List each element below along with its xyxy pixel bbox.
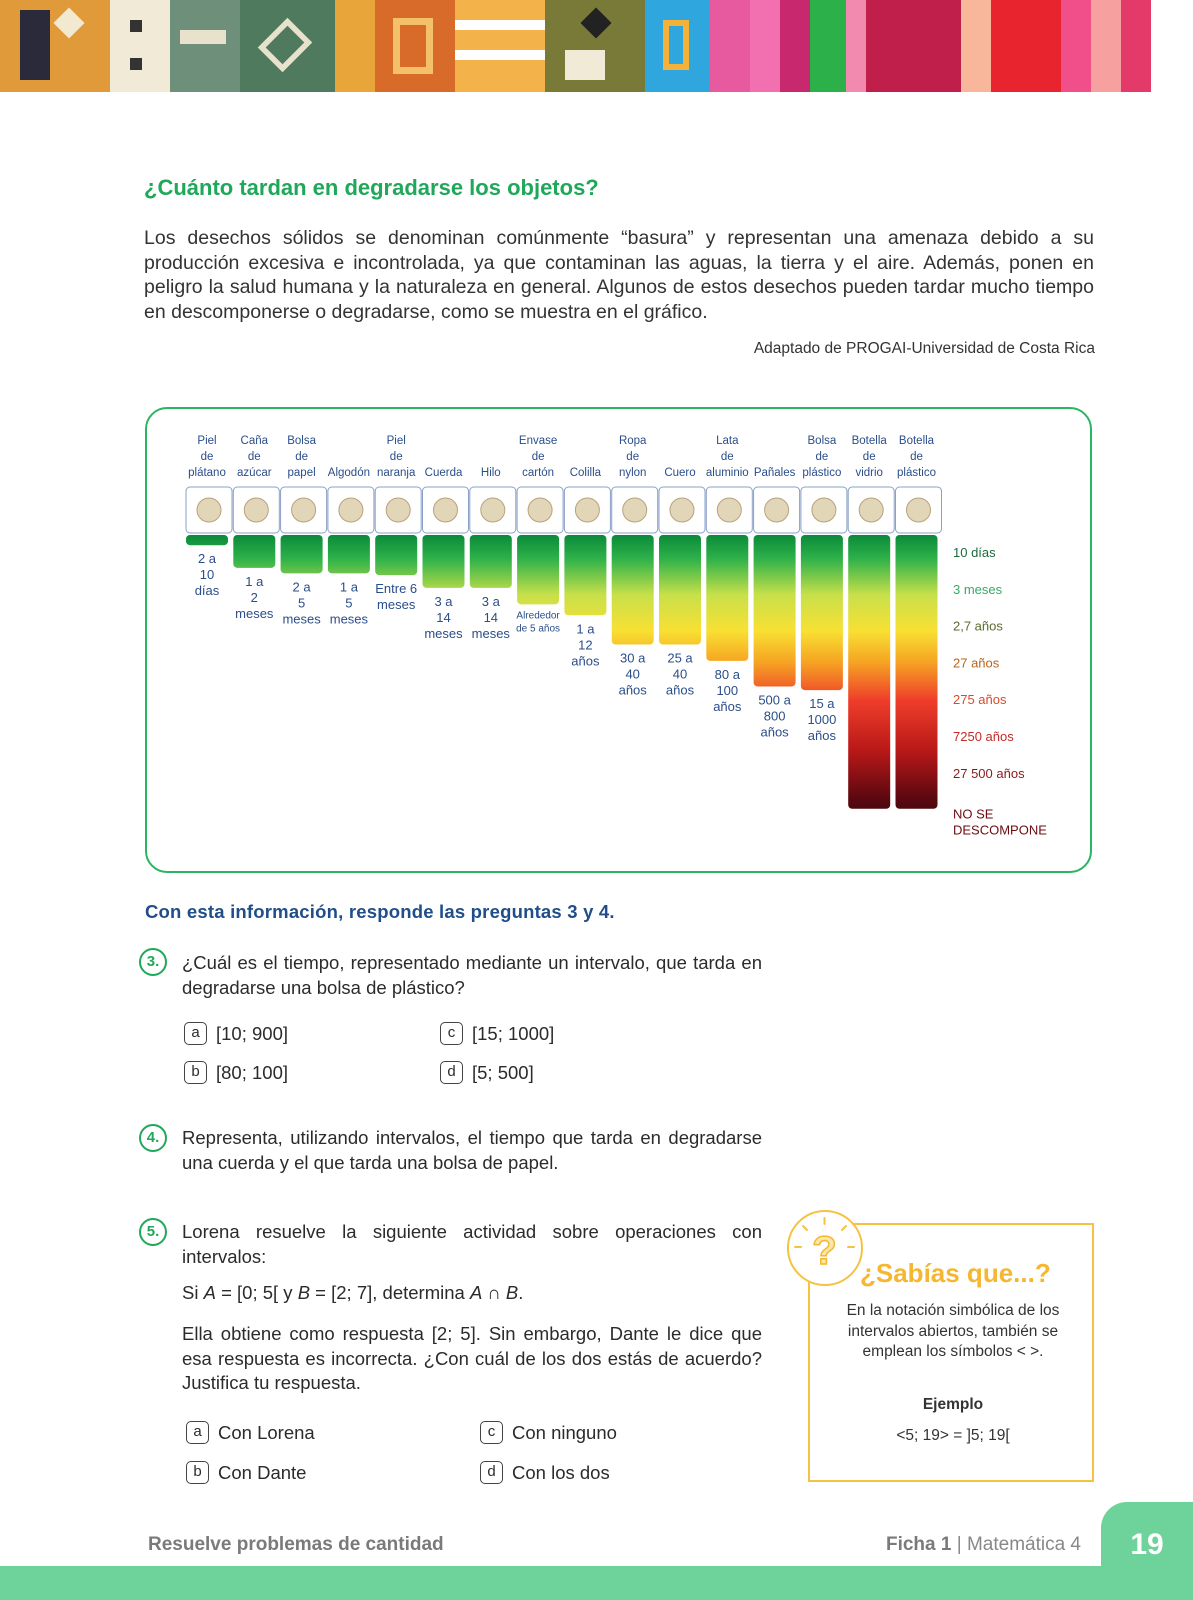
degradation-bar (233, 535, 275, 568)
item-icon (623, 498, 647, 522)
question-3-text: ¿Cuál es el tiempo, representado mediante un intervalo, que tarda en degradarse una bolsa de plástico? (182, 952, 762, 998)
item-name-label: Botella de vidrio (851, 435, 887, 479)
footer-bar (0, 1566, 1193, 1600)
question-5-number: 5. (139, 1218, 167, 1246)
item-icon (717, 498, 741, 522)
degradation-bar (564, 535, 606, 615)
svg-text:?: ? (812, 1229, 837, 1273)
item-time-label: 15 a 1000 años (807, 696, 837, 744)
example-value: <5; 19> = ]5; 19[ (896, 1427, 1010, 1444)
degradation-bar (328, 535, 370, 573)
question-mark-icon (787, 1210, 863, 1286)
option-text: [5; 500] (472, 1061, 534, 1083)
item-icon (765, 498, 789, 522)
item-name-label: Pañales (753, 467, 796, 479)
degradation-chart (145, 407, 1092, 873)
item-time-label: 30 a 40 años (618, 650, 647, 698)
item-name-label: Piel de plátano (188, 435, 226, 479)
item-name-label: Lata de aluminio (705, 435, 749, 479)
option-letter: c (440, 1022, 463, 1045)
item-icon (244, 498, 268, 522)
item-icon (670, 498, 694, 522)
option-text: [10; 900] (216, 1022, 289, 1044)
item-icon (386, 498, 410, 522)
degradation-bar (423, 535, 465, 588)
q3-option-b[interactable] (184, 1061, 288, 1084)
item-icon (197, 498, 221, 522)
item-time-label: 25 a 40 años (665, 650, 695, 698)
item-time-label: Entre 6 meses (375, 581, 418, 613)
footer-competency: Resuelve problemas de cantidad (148, 1534, 444, 1555)
question-5-statement: Si A = [0; 5[ y B = [2; 7], determina A ∩ B. (182, 1282, 524, 1303)
question-4-number: 4. (139, 1124, 167, 1152)
scale-label: 27 años (953, 655, 1000, 671)
option-letter: a (186, 1421, 209, 1444)
q3-option-a[interactable] (184, 1022, 288, 1045)
scale-label: 27 500 años (953, 765, 1025, 781)
degradation-bar (896, 535, 938, 809)
item-name-label: Caña de azúcar (237, 435, 272, 479)
item-icon (528, 498, 552, 522)
q5-option-b[interactable] (186, 1461, 306, 1484)
item-time-label: 2 a 5 meses (282, 579, 321, 627)
item-time-label: 1 a 12 años (571, 621, 600, 669)
source-citation: Adaptado de PROGAI-Universidad de Costa Rica (753, 340, 1095, 357)
page-title: ¿Cuánto tardan en degradarse los objetos? (144, 175, 599, 200)
option-letter: b (184, 1061, 207, 1084)
question-5-text: Lorena resuelve la siguiente actividad sobre operaciones con intervalos: (182, 1221, 762, 1267)
footer-course: Matemática 4 (966, 1534, 1081, 1555)
item-time-label: 500 a 800 años (758, 692, 791, 740)
footer-ficha (886, 1534, 1081, 1556)
degradation-bar (375, 535, 417, 575)
item-time-label: 3 a 14 meses (424, 593, 463, 641)
q3-option-c[interactable] (440, 1022, 554, 1045)
example-label: Ejemplo (922, 1396, 984, 1413)
option-letter: d (480, 1461, 503, 1484)
footer-ficha-label: Ficha 1 (885, 1534, 952, 1555)
item-icon (575, 498, 599, 522)
item-icon (292, 498, 316, 522)
item-time-label: 1 a 2 meses (235, 573, 274, 621)
option-letter: b (186, 1461, 209, 1484)
option-text: [15; 1000] (472, 1022, 555, 1044)
q3-option-d[interactable] (440, 1061, 534, 1084)
option-text: Con Lorena (218, 1421, 315, 1443)
did-you-know-body: En la notación simbólica de los intervalos abiertos, también se emplean los símbolos < >. (846, 1302, 1060, 1360)
degradation-bar (754, 535, 796, 686)
item-icon (481, 498, 505, 522)
item-name-label: Cuerda (424, 467, 463, 479)
degradation-bar (706, 535, 748, 661)
item-name-label: Botella de plástico (897, 435, 936, 479)
item-time-label: 2 a 10 días (194, 551, 220, 599)
item-icon (812, 498, 836, 522)
scale-label: 7250 años (953, 729, 1014, 744)
item-name-label: Bolsa de papel (287, 435, 316, 479)
scale-label: 10 días (953, 545, 996, 560)
page-number: 19 (1101, 1502, 1193, 1600)
item-name-label: Envase de cartón (518, 435, 558, 479)
question-3-number: 3. (139, 948, 167, 976)
item-name-label: Ropa de nylon (618, 435, 647, 479)
scale-label: 3 meses (953, 581, 1003, 597)
item-time-label: 3 a 14 meses (471, 593, 510, 641)
question-5-text-2: Ella obtiene como respuesta [2; 5]. Sin embargo, Dante le dice que esa respuesta es incorrecta. ¿Con cuál de los dos estás de acuerdo? Justifica tu respuesta. (182, 1323, 762, 1393)
degradation-bar (659, 535, 701, 645)
q5-option-a[interactable] (186, 1421, 315, 1444)
item-time-label: 1 a 5 meses (329, 579, 369, 627)
item-icon (907, 498, 931, 522)
option-text: Con Dante (218, 1461, 307, 1483)
footer-separator: | (956, 1534, 962, 1555)
degradation-bar (801, 535, 843, 690)
degradation-bar (186, 535, 228, 545)
q5-option-c[interactable] (480, 1421, 617, 1444)
item-name-label: Cuero (664, 467, 696, 479)
option-text: Con ninguno (512, 1421, 617, 1443)
scale-label: NO SE DESCOMPONE (953, 806, 1047, 838)
did-you-know-title: ¿Sabías que...? (860, 1258, 1051, 1288)
chart-canvas (147, 409, 1094, 875)
item-time-label: 80 a 100 años (713, 666, 742, 714)
degradation-bar (517, 535, 559, 604)
question-4-text: Representa, utilizando intervalos, el tiempo que tarda en degradarse una cuerda y el que tarda una bolsa de papel. (182, 1127, 762, 1173)
intro-paragraph: Los desechos sólidos se denominan comúnmente “basura” y representan una amenaza debido a su producción excesiva e incontrolada, ya que contaminan las aguas, la tierra y el aire. Además, ponen en peligro la salud humana y la naturaleza en general. Algunos de estos desechos pueden tardar mucho tiempo en descomponerse o degradarse, como se muestra en el gráfico. (144, 227, 1094, 323)
option-letter: a (184, 1022, 207, 1045)
item-icon (859, 498, 883, 522)
degradation-bar (281, 535, 323, 573)
option-text: Con los dos (512, 1461, 610, 1483)
item-name-label: Bolsa de plástico (802, 435, 842, 479)
item-name-label: Hilo (480, 467, 501, 479)
scale-label: 275 años (953, 692, 1007, 708)
degradation-bar (612, 535, 654, 645)
decorative-textile-banner (0, 0, 1193, 92)
option-letter: c (480, 1421, 503, 1444)
item-name-label: Colilla (569, 467, 602, 479)
option-text: [80; 100] (216, 1061, 289, 1083)
item-name-label: Piel de naranja (377, 435, 416, 479)
degradation-bar (470, 535, 512, 588)
item-name-label: Algodón (327, 467, 371, 479)
item-time-label: Alrededor de 5 años (516, 610, 561, 635)
item-icon (434, 498, 458, 522)
q5-option-d[interactable] (480, 1461, 610, 1484)
questions-prompt: Con esta información, responde las preguntas 3 y 4. (145, 901, 615, 922)
option-letter: d (440, 1061, 463, 1084)
scale-label: 2,7 años (953, 618, 1003, 634)
degradation-bar (848, 535, 890, 809)
item-icon (339, 498, 363, 522)
